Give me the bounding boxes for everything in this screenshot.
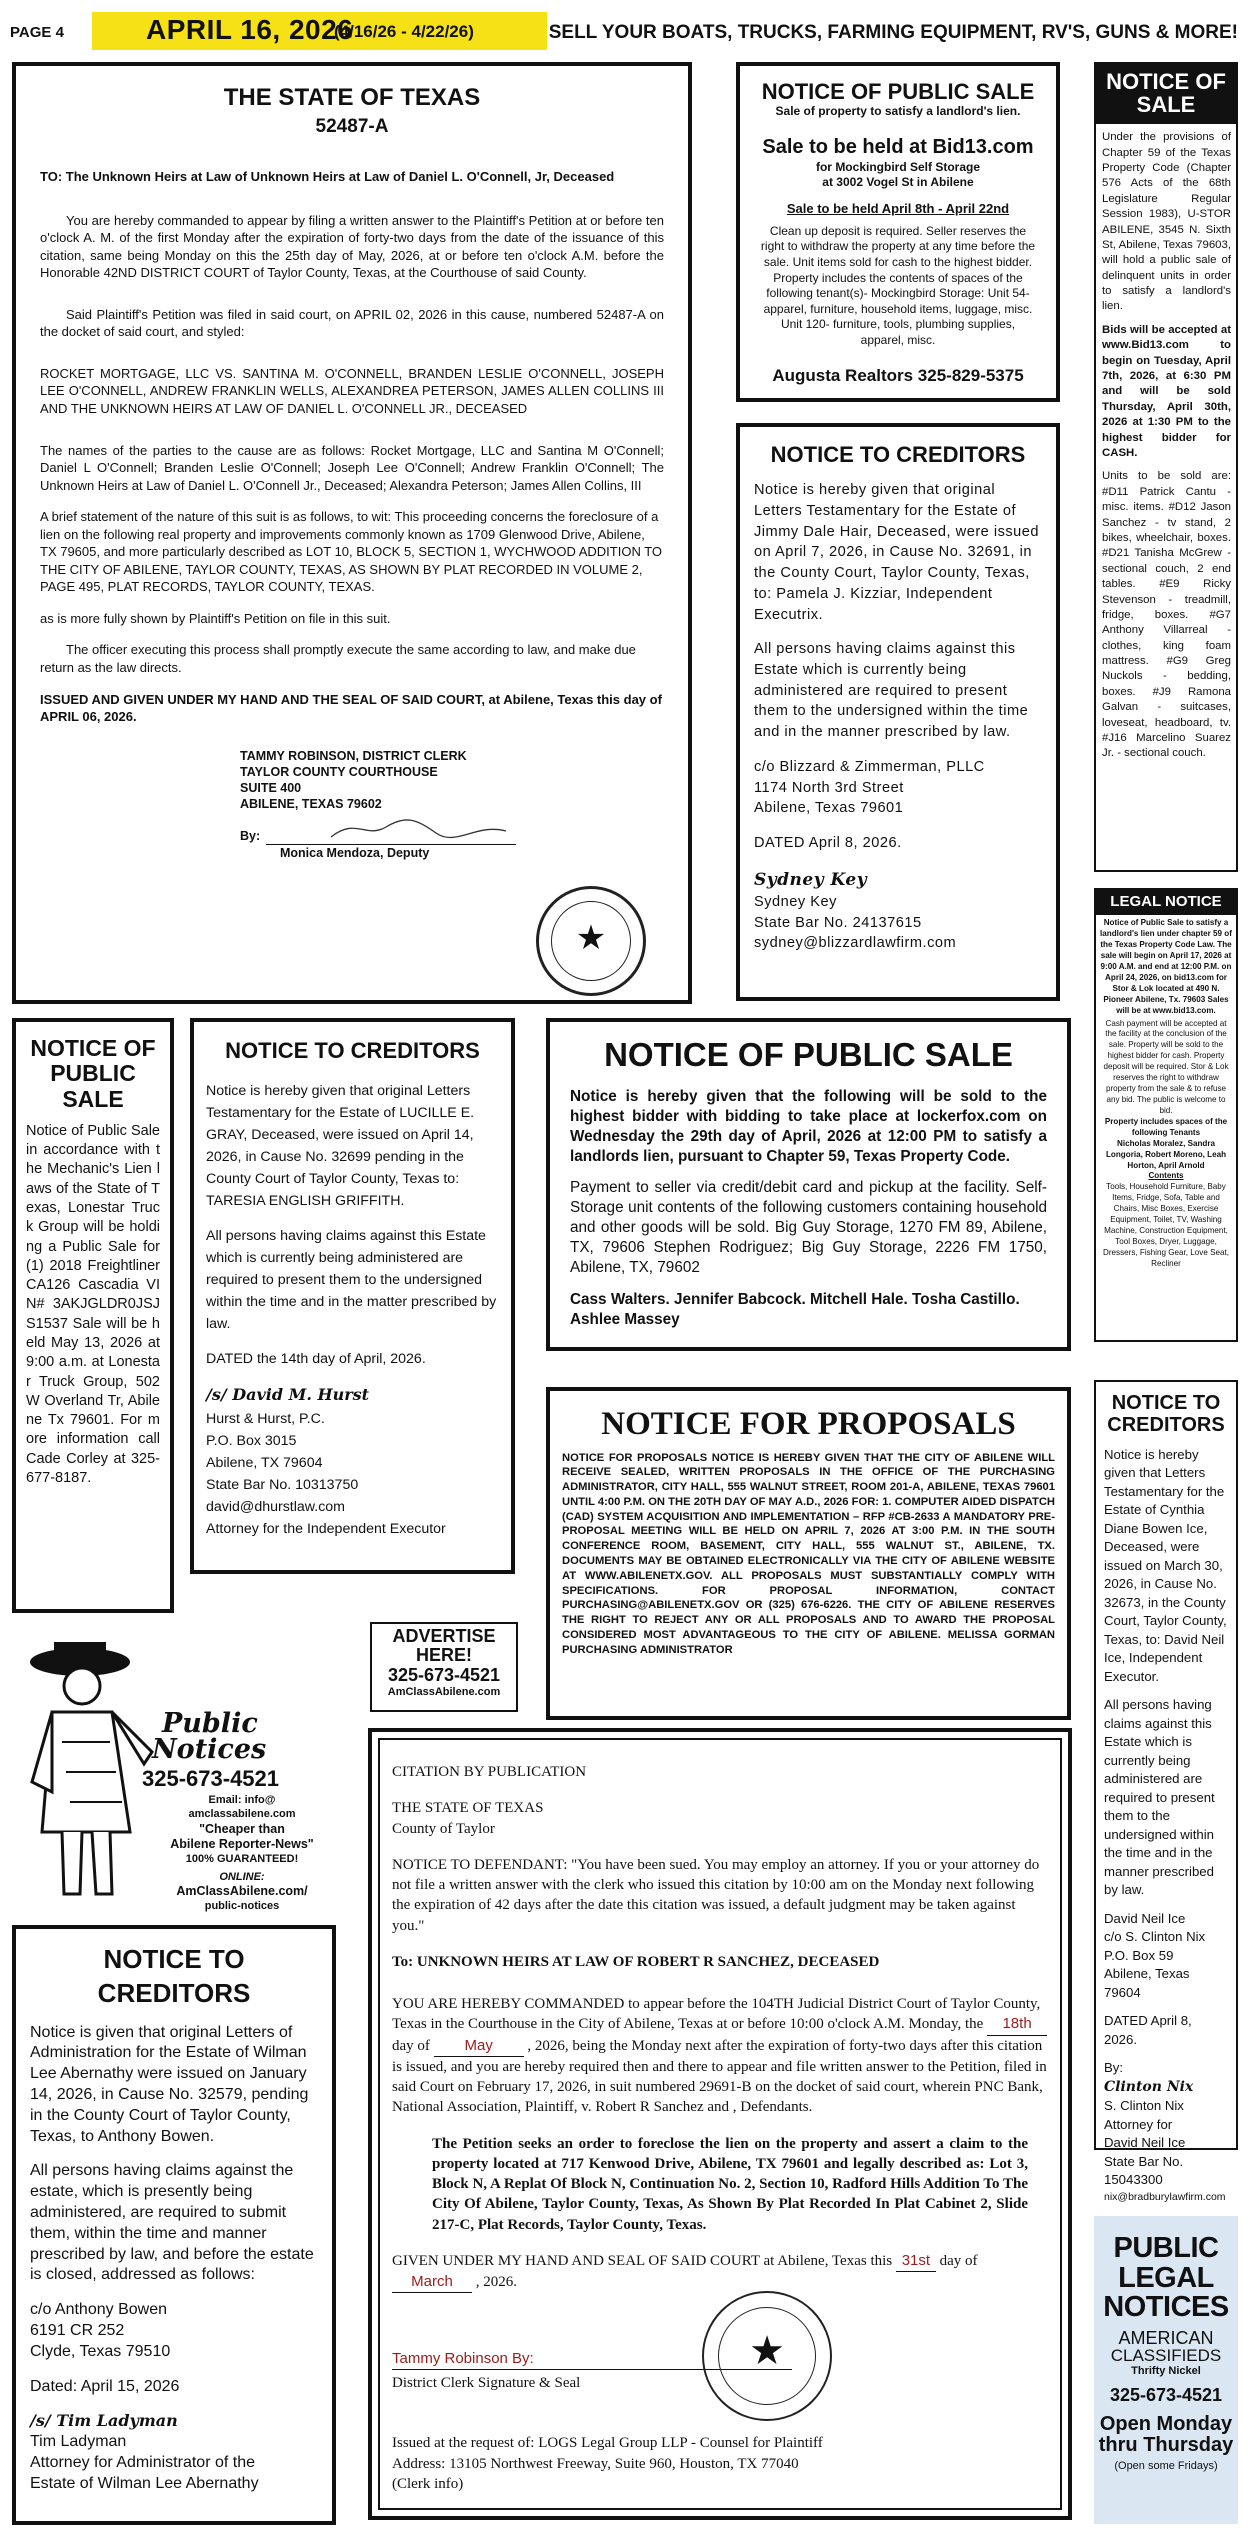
text-span: GIVEN UNDER MY HAND AND SEAL OF SAID COURT at Abilene, Texas this: [392, 2252, 893, 2269]
notice-paragraph: Cass Walters. Jennifer Babcock. Mitchell Hale. Tosha Castillo. Ashlee Massey: [570, 1290, 1020, 1328]
notice-creditors-gray: [190, 1018, 515, 1574]
notice-creditors-abernathy: [12, 1925, 336, 2525]
notice-paragraph: as is more fully shown by Plaintiff's Petition on file in this suit.: [40, 610, 391, 626]
notice-title: NOTICE FOR PROPOSALS: [601, 1406, 1016, 1442]
clerk-info: (Clerk info): [392, 2475, 464, 2492]
ad-line: public-notices: [204, 1899, 280, 1912]
notice-paragraph: A brief statement of the nature of this suit is as follows, to wit: This proceeding concerns the foreclosure of a lien on the following real property and improvements commonly known as 1709 Glenwood Drive, Abilene, TX 79605, and more particularly described as LOT 10, BLOCK 5, SECTION 1, WYCHWOOD ADDITION TO THE CITY OF ABILENE, TAYLOR COUNTY, TEXAS, AS SHOWN BY PLAT RECORDED IN VOLUME 2, PAGE 495, PLAT RECORDS, TAYLOR COUNTY, TEXAS.: [40, 509, 663, 595]
notice-body: Clean up deposit is required. Seller reserves the right to withdraw the property at any time before the sale. Unit items sold for cash to the highest bidder. Property includes the contents of spaces of the following tenant(s)- Mockingbird Storage: Unit 54- apparel, furniture, household items, luggage, misc. Unit 120- furniture, tools, plumbing supplies, apparel, misc.: [760, 223, 1036, 348]
attorney-email: sydney@blizzardlawfirm.com: [754, 935, 957, 952]
address-line: P.O. Box 59: [1104, 1947, 1174, 1963]
ad-line: NOTICES: [1103, 2291, 1229, 2324]
by-label: By:: [1104, 2060, 1124, 2076]
clerk-line: TAYLOR COUNTY COURTHOUSE: [240, 764, 438, 779]
public-legal-notices-ad: [1094, 2216, 1238, 2524]
notice-title: NOTICE OF PUBLIC SALE: [604, 1036, 1013, 1073]
notice-paragraph: ROCKET MORTGAGE, LLC VS. SANTINA M. O'CONNELL, BRANDEN LESLIE O'CONNELL, JOSEPH LEE O'CONNELL, ANDREW FRANKLIN WELLS, ALEXANDREA PETERSON, JAMES ALLEN COLLINS III AND THE UNKNOWN HEIRS AT LAW OF DANIEL L. O'CONNELL JR., DECEASED: [40, 365, 664, 416]
ad-phone: 325-673-4521: [1109, 2385, 1223, 2406]
ad-website: AmClassAbilene.com: [387, 1685, 501, 1698]
notice-paragraph: Payment to seller via credit/debit card and pickup at the facility. Self-Storage unit contents of the following customers containing household and other goods will be sold. Big Guy Storage, 1270 FM 89, Abilene, TX, 79606 Stephen Rodriguez; Big Guy Storage, 2226 FM 1750, Abilene, TX, 79602: [570, 1179, 1047, 1276]
notice-creditors-bowen-ice: [1094, 1380, 1238, 2203]
issue-date-range: (4/16/26 - 4/22/26): [334, 22, 474, 41]
address-block: [754, 757, 1042, 819]
notice-paragraph: All persons having claims against this Estate which is currently being administered are required to present them to the undersigned within the time and in the matter prescribed by law.: [206, 1228, 497, 1333]
handwritten-month: March: [392, 2272, 472, 2293]
ad-phone: 325-673-4521: [142, 1766, 280, 1791]
contents-label: Contents: [1148, 1171, 1184, 1181]
notice-title: NOTICE TO CREDITORS: [97, 1944, 251, 2008]
notice-paragraph: Said Plaintiff's Petition was filed in said court, on APRIL 02, 2026 in this cause, numbered 52487-A on the docket of said court, and styled:: [40, 306, 664, 340]
notice-public-sale-mockingbird: [736, 62, 1060, 402]
notice-body: Notice of Public Sale in accordance with the Mechanic's Lien laws of the State of Texas, Lonestar Truck Group will be holding a Public Sale for (1) 2018 Freightliner CA126 Cascadia VIN# 3AKJGLDR0JSJS1537 Sale will be held May 13, 2026 at 9:00 a.m. at Lonestar Truck Group, 502 W Overland Tr, Abilene Tx 79601. For more information call Cade Corley at 325-677-8187.: [26, 1122, 160, 1486]
text-span: , 2026, being the Monday next after the expiration of forty-two days after this citation is issued, and you are hereby required then and there to appear and file written answer to the Petition, filed in said Court on February 17, 2026, in suit numbered 29691-B on the docket of said court, wherein PNC Bank, National Association, Plaintiff, v. Robert R Sanchez and , Defendants.: [392, 2037, 1047, 2116]
citation-addressee: To: UNKNOWN HEIRS AT LAW OF ROBERT R SANCHEZ, DECEASED: [392, 1953, 880, 1970]
ad-title: Notices: [152, 1734, 267, 1765]
attorney-email: nix@bradburylawfirm.com: [1104, 2190, 1226, 2203]
page-number: PAGE 4: [10, 24, 64, 41]
attorney-line: Attorney for: [1104, 2116, 1173, 2132]
attorney-block: [1104, 2097, 1228, 2204]
notice-contact: Augusta Realtors 325-829-5375: [772, 365, 1024, 385]
attorney-line: 15043300: [1104, 2172, 1163, 2188]
notice-paragraph: Notice is given that original Letters of Administration for the Estate of Wilman Lee Abernathy were issued on January 14, 2026, in Cause No. 32579, pending in the County Court of Taylor County, Texas, to Anthony Bowen.: [30, 2023, 309, 2145]
text-span: YOU ARE HEREBY COMMANDED to appear before the 104TH Judicial District Court of Taylor County, Texas in the Courthouse in the City of Abilene, Texas at or before 10:00 o'clock A.M. Monday, the: [392, 1996, 1041, 2033]
attorney-line: Attorney for Administrator of the: [30, 2453, 255, 2471]
handwritten-day: 31st: [896, 2251, 936, 2272]
notice-paragraph: NOTICE TO DEFENDANT: "You have been sued. You may employ an attorney. If you or your attorney do not file a written answer with the clerk who issued this citation by 10:00 am on the Monday next following the expiration of 42 days after the date this citation was issued, a default judgment may be taken against you.": [392, 1856, 1040, 1934]
notice-of-sale-ustor: [1094, 62, 1238, 872]
ad-line: AMERICAN: [1118, 2327, 1214, 2348]
notice-paragraph: All persons having claims against the estate, which is presently being administered, are required to submit them, within the time and manner prescribed by law, and before the estate is closed, addressed as follows:: [30, 2162, 314, 2284]
public-notices-ad: [12, 1632, 332, 1912]
attorney-line: S. Clinton Nix: [1104, 2098, 1184, 2114]
notice-title: NOTICE TO CREDITORS: [770, 442, 1026, 467]
notice-title: NOTICE OF PUBLIC SALE: [761, 79, 1035, 104]
ad-line: ADVERTISE: [392, 1626, 496, 1646]
address-line: State Bar No. 10313750: [206, 1476, 359, 1493]
header-slogan: SELL YOUR BOATS, TRUCKS, FARMING EQUIPMENT, RV'S, GUNS & MORE!: [548, 22, 1238, 43]
notice-title: NOTICE OF SALE: [1096, 64, 1236, 124]
notice-paragraph: Notice is hereby given that the following will be sold to the highest bidder with bidding to take place at lockerfox.com on Wednesday the 29th day of April, 2026 at 12:00 PM to satisfy a landlords lien, pursuant to Chapter 59, Texas Property Code.: [570, 1087, 1047, 1165]
citation-by-publication: [368, 1728, 1072, 2520]
address-line: david@dhurstlaw.com: [206, 1498, 345, 1515]
signature: Sydney Key: [754, 869, 868, 890]
notice-paragraph: Notice is hereby given that original Letters Testamentary for the Estate of Jimmy Dale Hair, Deceased, were issued on April 7, 2026, in Cause No. 32691, in the County Court, Taylor County, Texas, to: Pamela J. Kizziar, Independent Executrix.: [754, 482, 1040, 623]
notice-body: NOTICE FOR PROPOSALS NOTICE IS HEREBY GIVEN THAT THE CITY OF ABILENE WILL RECEIVE SEALED, WRITTEN PROPOSALS IN THE OFFICE OF THE PURCHASING ADMINISTRATOR, CITY HALL, 555 WALNUT STREET, ROOM 201-A, ABILENE, TEXAS 79601 UNTIL 4:00 P.M. ON THE 20TH DAY OF MAY A.D., 2026 FOR: 1. COMPUTER AIDED DISPATCH (CAD) SYSTEM ACQUISITION AND IMPLEMENTATION – RFP #CB-2633 A MANDATORY PRE-PROPOSAL MEETING WILL BE HELD ON APRIL 7, 2026 AT 3:00 P.M. IN THE SOUTH CONFERENCE ROOM, BASEMENT, CITY HALL, 555 WALNUT ST., ABILENE, TX. DOCUMENTS MAY BE OBTAINED ELECTRONICALLY VIA THE CITY OF ABILENE WEBSITE AT WWW.ABILENETX.GOV. ALL PROPOSALS MUST SUBSTANTIALLY COMPLY WITH SPECIFICATIONS. FOR PROPOSAL INFORMATION, CONTACT PURCHASING@ABILENETX.GOV OR (325) 676-6226. THE CITY OF ABILENE RESERVES THE RIGHT TO REJECT ANY OR ALL PROPOSALS AND TO AWARD THE PROPOSAL CONSIDERED MOST ADVANTAGEOUS TO THE CITY OF ABILENE. MELISSA GORMAN PURCHASING ADMINISTRATOR: [562, 1451, 1055, 1656]
notice-paragraph: Notice is hereby given that Letters Testamentary for the Estate of Cynthia Diane Bowen Ice, Deceased, were issued on March 30, 2026, in Cause No. 32673, in the County Court, Taylor County, Texas, to: David Neil Ice, Independent Executor.: [1104, 1447, 1227, 1684]
address-line: c/o Blizzard & Zimmerman, PLLC: [754, 758, 985, 775]
attorney-line: State Bar No.: [1104, 2153, 1184, 2169]
notice-paragraph: Units to be sold are: #D11 Patrick Cantu - misc. items. #D12 Jason Sanchez - tv stand, 2 bikes, wheelchair, boxes. #D21 Tanisha McGrew - sectional couch, 2 end tables. #E9 Ricky Stevenson - treadmill, fridge, boxes. #G7 Anthony Villarreal - clothes, king foam mattress. #G9 Greg Nuckols - bedding, boxes. #J9 Ramona Galvan - suitcases, loveseat, headboard, tv. #J16 Marcelino Suarez Jr. - sectional couch.: [1102, 470, 1231, 760]
sale-address: at 3002 Vogel St in Abilene: [822, 175, 974, 190]
dated-line: Dated: April 15, 2026: [30, 2377, 180, 2395]
advertise-here-ad: [370, 1622, 518, 1712]
notice-paragraph: The officer executing this process shall promptly execute the same according to law, and make due return as the law directs.: [40, 642, 636, 675]
issue-date: APRIL 16, 2026: [146, 14, 354, 45]
by-label: By:: [240, 828, 261, 843]
court-seal: [702, 2291, 832, 2421]
notice-paragraph: You are hereby commanded to appear by filing a written answer to the Plaintiff's Petition at or before ten o'clock A. M. of the first Monday after the expiration of forty-two days from the date of the issuance of this citation, same being Monday on this the 25th day of May, 2026, at or before ten o'clock A.M. before the Honorable 42ND DISTRICT COURT of Taylor County, Texas, at the Courthouse of said County.: [40, 212, 664, 281]
address-line: c/o S. Clinton Nix: [1104, 1929, 1206, 1945]
ad-line: PUBLIC: [1113, 2232, 1219, 2264]
sale-facility: for Mockingbird Self Storage: [815, 159, 980, 174]
clerk-signature-block: [392, 2309, 1048, 2409]
citation-title: CITATION BY PUBLICATION: [392, 1764, 587, 1780]
address-line: 1174 North 3rd Street: [754, 779, 904, 796]
clerk-line: SUITE 400: [240, 781, 302, 796]
signature: Clinton Nix: [1104, 2078, 1194, 2095]
sale-dates: Sale to be held April 8th - April 22nd: [786, 200, 1010, 216]
notice-title: LEGAL NOTICE: [1096, 890, 1236, 915]
dated-line: DATED April 8, 2026.: [1104, 2013, 1192, 2047]
dated-line: DATED the 14th day of April, 2026.: [206, 1351, 426, 1368]
ad-line: 100% GUARANTEED!: [185, 1852, 299, 1865]
ad-line: CLASSIFIEDS: [1110, 2345, 1222, 2365]
tenant-list: Nicholas Moralez, Sandra Longoria, Robert Moreno, Leah Horton, April Arnold: [1105, 1138, 1227, 1170]
ad-line: (Open some Fridays): [1114, 2460, 1218, 2473]
attorney-name: Sydney Key: [754, 893, 837, 910]
notice-paragraph: The Petition seeks an order to foreclose the lien on the property and assert a claim to the property located at 717 Kenwood Drive, Abilene, TX 79601 and legally described as: Lot 3, Block N, A Replat Of Block N, Continuation No. 2, Section 10, Radford Hills Addition To The City Of Abilene, Taylor County, Texas, As Shown By Plat Recorded In Plat Cabinet 2, Slide 217-C, Plat Records, Taylor County, Texas.: [432, 2135, 1028, 2233]
notice-public-sale-lonestar: [12, 1018, 174, 1613]
ad-line: "Cheaper than: [199, 1821, 285, 1836]
clerk-line: ABILENE, TEXAS 79602: [240, 797, 382, 812]
contents-list: Tools, Household Furniture, Baby Items, Fridge, Sofa, Table and Chairs, Misc Boxes, Exercise Equipment, Toilet, TV, Washing Machine, Construction Equipment, Tool Boxes, Dryer, Luggage, Dressers, Fishing Gear, Love Seat, Recliner: [1103, 1182, 1229, 1268]
deputy-signature-line: [240, 827, 664, 845]
clerk-block: [240, 748, 664, 813]
notice-title: THE STATE OF TEXAS: [223, 84, 481, 111]
address-line: Abilene, Texas 79601: [754, 800, 904, 817]
ad-phone: 325-673-4521: [387, 1664, 501, 1685]
town-crier-icon: [12, 1632, 162, 1902]
address-line: Clyde, Texas 79510: [30, 2342, 171, 2360]
notice-title: NOTICE TO CREDITORS: [1107, 1392, 1225, 1436]
address-block: [1104, 1910, 1228, 2002]
handwritten-signer: Tammy Robinson By:: [392, 2350, 534, 2368]
notice-paragraph: The names of the parties to the cause are as follows: Rocket Mortgage, LLC and Santina M O'Connell; Daniel L O'Connell; Branden Leslie O'Connell; Joseph Lee O'Connell; Andrew Franklin O'Connell; The Unknown Heirs at Law of Daniel L. O'Connell Jr., Deceased; Alexandra Peterson; James Allen Collins, III: [40, 442, 664, 493]
star-icon: ★: [575, 919, 607, 957]
address-line: 6191 CR 252: [30, 2321, 125, 2339]
clerk-line: TAMMY ROBINSON, DISTRICT CLERK: [240, 748, 467, 763]
legal-notice-stor-lok: [1094, 888, 1238, 1342]
ad-line: Abilene Reporter-News": [170, 1837, 314, 1852]
attorney-line: Tim Ladyman: [30, 2433, 127, 2451]
notice-title: NOTICE TO CREDITORS: [225, 1038, 480, 1063]
notice-subtitle: Sale of property to satisfy a landlord's lien.: [775, 104, 1021, 119]
notice-public-sale-big-guy: [546, 1018, 1071, 1351]
text-span: , 2026.: [475, 2274, 517, 2290]
address-line: David Neil Ice: [1104, 1910, 1186, 1926]
deputy-name: Monica Mendoza, Deputy: [280, 845, 430, 860]
notice-state-of-texas-52487a: [12, 62, 692, 1004]
signature: /s/ David M. Hurst: [206, 1385, 370, 1405]
citation-county: County of Taylor: [392, 1820, 495, 1837]
notice-paragraph: Notice is hereby given that original Letters Testamentary for the Estate of LUCILLE E. GRAY, Deceased, were issued on April 14, 2026, in Cause No. 32699 pending in the County Court of Taylor County, Texas to: TARESIA ENGLISH GRIFFITH.: [206, 1083, 475, 1210]
ad-line: Email: info@: [208, 1794, 276, 1806]
notice-paragraph: Cash payment will be accepted at the facility at the conclusion of the sale. Property will be sold to the highest bidder for cash. Property deposit will be required. Stor & Lok reserves the right to withdraw property from the sale & to refuse any bid. The public is welcome to bid.: [1103, 1018, 1229, 1115]
address-block: [30, 2300, 318, 2362]
signature-scribble: [326, 817, 566, 841]
ad-line: Thrifty Nickel: [1131, 2365, 1201, 2378]
address-line: Abilene, TX 79604: [206, 1454, 323, 1471]
attorney-line: David Neil Ice: [1104, 2135, 1186, 2151]
notice-paragraph: ISSUED AND GIVEN UNDER MY HAND AND THE SEAL OF SAID COURT, at Abilene, Texas this day of APRIL 06, 2026.: [40, 691, 662, 725]
star-icon: ★: [749, 2328, 785, 2374]
notice-paragraph: Bids will be accepted at www.Bid13.com to begin on Tuesday, April 7th, 2026, at 6:30 PM and will be sold Thursday, April 30th, 2026 at 1:30 PM to the highest bidder for CASH.: [1102, 323, 1231, 459]
ad-line: LEGAL: [1118, 2261, 1214, 2294]
notice-addressee: TO: The Unknown Heirs at Law of Unknown Heirs at Law of Daniel L. O'Connell, Jr, Deceased: [40, 169, 615, 185]
ad-line: HERE!: [415, 1644, 472, 1665]
sale-location: Sale to be held at Bid13.com: [762, 135, 1034, 158]
address-line: Abilene, Texas: [1104, 1966, 1190, 1982]
ad-line: ONLINE:: [219, 1870, 265, 1883]
notice-paragraph: Under the provisions of Chapter 59 of the Texas Property Code (Chapter 576 Acts of the 68th Legislature Regular Session 1983), U-STOR ABILENE, 3545 N. Sixth St, Abilene, Texas 79603, will hold a public sale of delinquent units in order to satisfy a landlord's lien.: [1102, 131, 1231, 313]
handwritten-month: May: [434, 2036, 524, 2057]
notice-creditors-hair: [736, 423, 1060, 1001]
ad-title: Public: [162, 1708, 258, 1739]
dated-line: DATED April 8, 2026.: [754, 835, 902, 852]
citation-state: THE STATE OF TEXAS: [392, 1800, 544, 1817]
district-court-seal: [536, 886, 646, 996]
ad-line: amclassabilene.com: [188, 1807, 296, 1820]
cause-number: 52487-A: [315, 116, 389, 138]
issued-line: Issued at the request of: LOGS Legal Group LLP - Counsel for Plaintiff: [392, 2435, 823, 2452]
notice-paragraph: All persons having claims against this Estate which is currently being administered are required to present them to the undersigned within the time and in the manner prescribed by law.: [1104, 1697, 1215, 1898]
address-line: 79604: [1104, 1984, 1141, 2000]
notice-paragraph: Notice of Public Sale to satisfy a landlord's lien under chapter 59 of the Texas Property Code Law. The sale will begin on April 17, 2026 at 9:00 A.M. and end at 12:00 P.M. on April 24, 2026, on bid13.com for Stor & Lok located at 490 N. Pioneer Abilene, Tx. 79603 Sales will be at www.bid13.com.: [1100, 918, 1232, 1015]
handwritten-day: 18th: [987, 2014, 1047, 2035]
signature-caption: District Clerk Signature & Seal: [392, 2375, 581, 2392]
ad-line: Open Monday: [1099, 2413, 1233, 2436]
address-line: P.O. Box 3015: [206, 1432, 297, 1449]
address-line: Hurst & Hurst, P.C.: [206, 1410, 325, 1427]
notice-for-proposals: [546, 1387, 1071, 1720]
address-line: c/o Anthony Bowen: [30, 2301, 167, 2319]
address-line: Attorney for the Independent Executor: [206, 1520, 446, 1537]
attorney-line: Estate of Wilman Lee Abernathy: [30, 2474, 259, 2492]
ad-details: [152, 1794, 332, 1914]
address-line: Address: 13105 Northwest Freeway, Suite 960, Houston, TX 77040: [392, 2455, 799, 2472]
notice-title: NOTICE OF PUBLIC SALE: [30, 1035, 156, 1112]
ad-line: AmClassAbilene.com/: [176, 1884, 308, 1899]
signature-line: [266, 827, 516, 845]
text-span: day of: [392, 2037, 430, 2054]
bar-number: State Bar No. 24137615: [754, 914, 922, 931]
notice-paragraph: Property includes spaces of the following Tenants: [1104, 1116, 1228, 1137]
ad-line: thru Thursday: [1098, 2434, 1234, 2457]
signature: /s/ Tim Ladyman: [30, 2411, 178, 2431]
notice-paragraph: All persons having claims against this Estate which is currently being administered are required to present them to the undersigned within the time and in the manner prescribed by law.: [754, 641, 1029, 741]
address-block: [206, 1408, 499, 1540]
text-span: day of: [939, 2252, 978, 2269]
